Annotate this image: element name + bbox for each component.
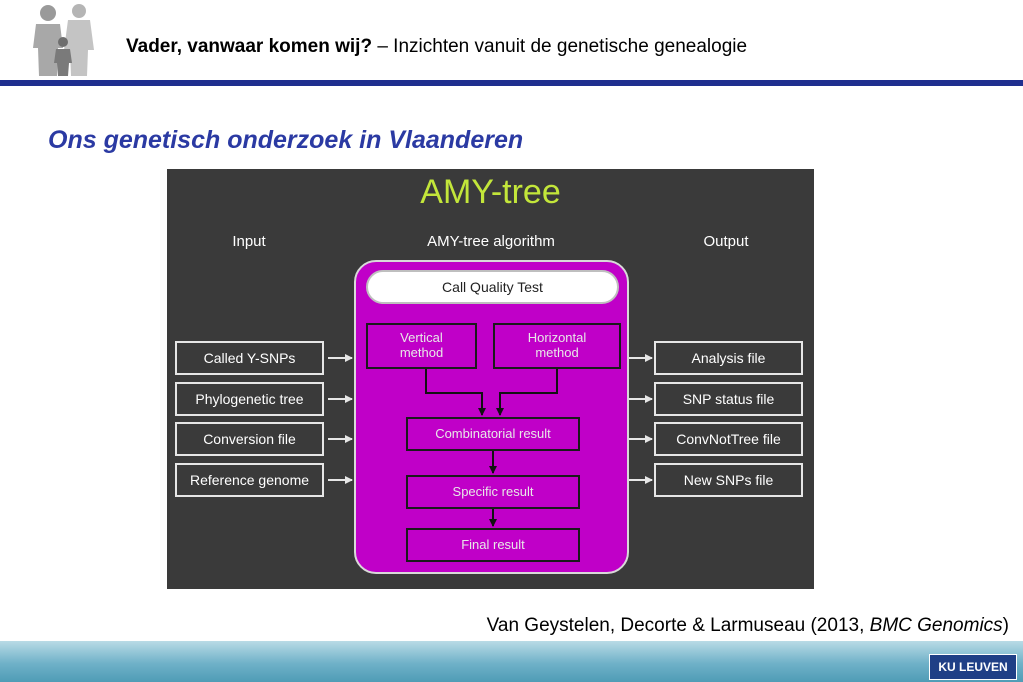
citation-close: ) [1002, 615, 1009, 636]
diagram-connectors [167, 169, 814, 589]
vertical-method-line1: Vertical [400, 330, 443, 346]
footer-band [0, 641, 1023, 682]
arrow-vertical-to-combinatorial [426, 369, 482, 415]
header-divider [0, 80, 1023, 86]
diagram-title: AMY-tree [420, 173, 561, 211]
family-silhouette-icon [30, 2, 100, 78]
output-box-snp-status-file: SNP status file [654, 382, 803, 416]
input-column-header: Input [232, 233, 266, 250]
input-box-called-y-snps: Called Y-SNPs [175, 341, 324, 375]
header-title [126, 36, 747, 58]
arrow-horizontal-to-combinatorial [500, 369, 557, 415]
output-box-new-snps-file: New SNPs file [654, 463, 803, 497]
output-box-analysis-file: Analysis file [654, 341, 803, 375]
citation [487, 615, 1009, 637]
output-box-convnottree-file: ConvNotTree file [654, 422, 803, 456]
section-title: Ons genetisch onderzoek in Vlaanderen [48, 126, 524, 154]
final-result-box: Final result [406, 528, 580, 562]
input-box-reference-genome: Reference genome [175, 463, 324, 497]
amy-tree-diagram [167, 169, 814, 589]
header-title-bold: Vader, vanwaar komen wij? [126, 36, 373, 57]
vertical-method-line2: method [399, 345, 444, 360]
input-box-conversion-file: Conversion file [175, 422, 324, 456]
specific-result-box: Specific result [406, 475, 580, 509]
algorithm-column-header: AMY-tree algorithm [427, 233, 555, 250]
horizontal-method-line2: method [535, 345, 579, 360]
horizontal-method-line1: Horizontal [527, 330, 587, 346]
citation-journal: BMC Genomics [869, 615, 1003, 636]
header-title-subtitle: – Inzichten vanuit de genetische genealogie [372, 36, 748, 57]
input-box-phylogenetic-tree: Phylogenetic tree [175, 382, 324, 416]
citation-authors: Van Geystelen, Decorte & Larmuseau (2013, [486, 615, 870, 636]
output-column-header: Output [703, 233, 749, 250]
ku-leuven-logo: KU LEUVEN [929, 654, 1017, 680]
call-quality-test-box: Call Quality Test [366, 270, 619, 304]
combinatorial-result-box: Combinatorial result [406, 417, 580, 451]
